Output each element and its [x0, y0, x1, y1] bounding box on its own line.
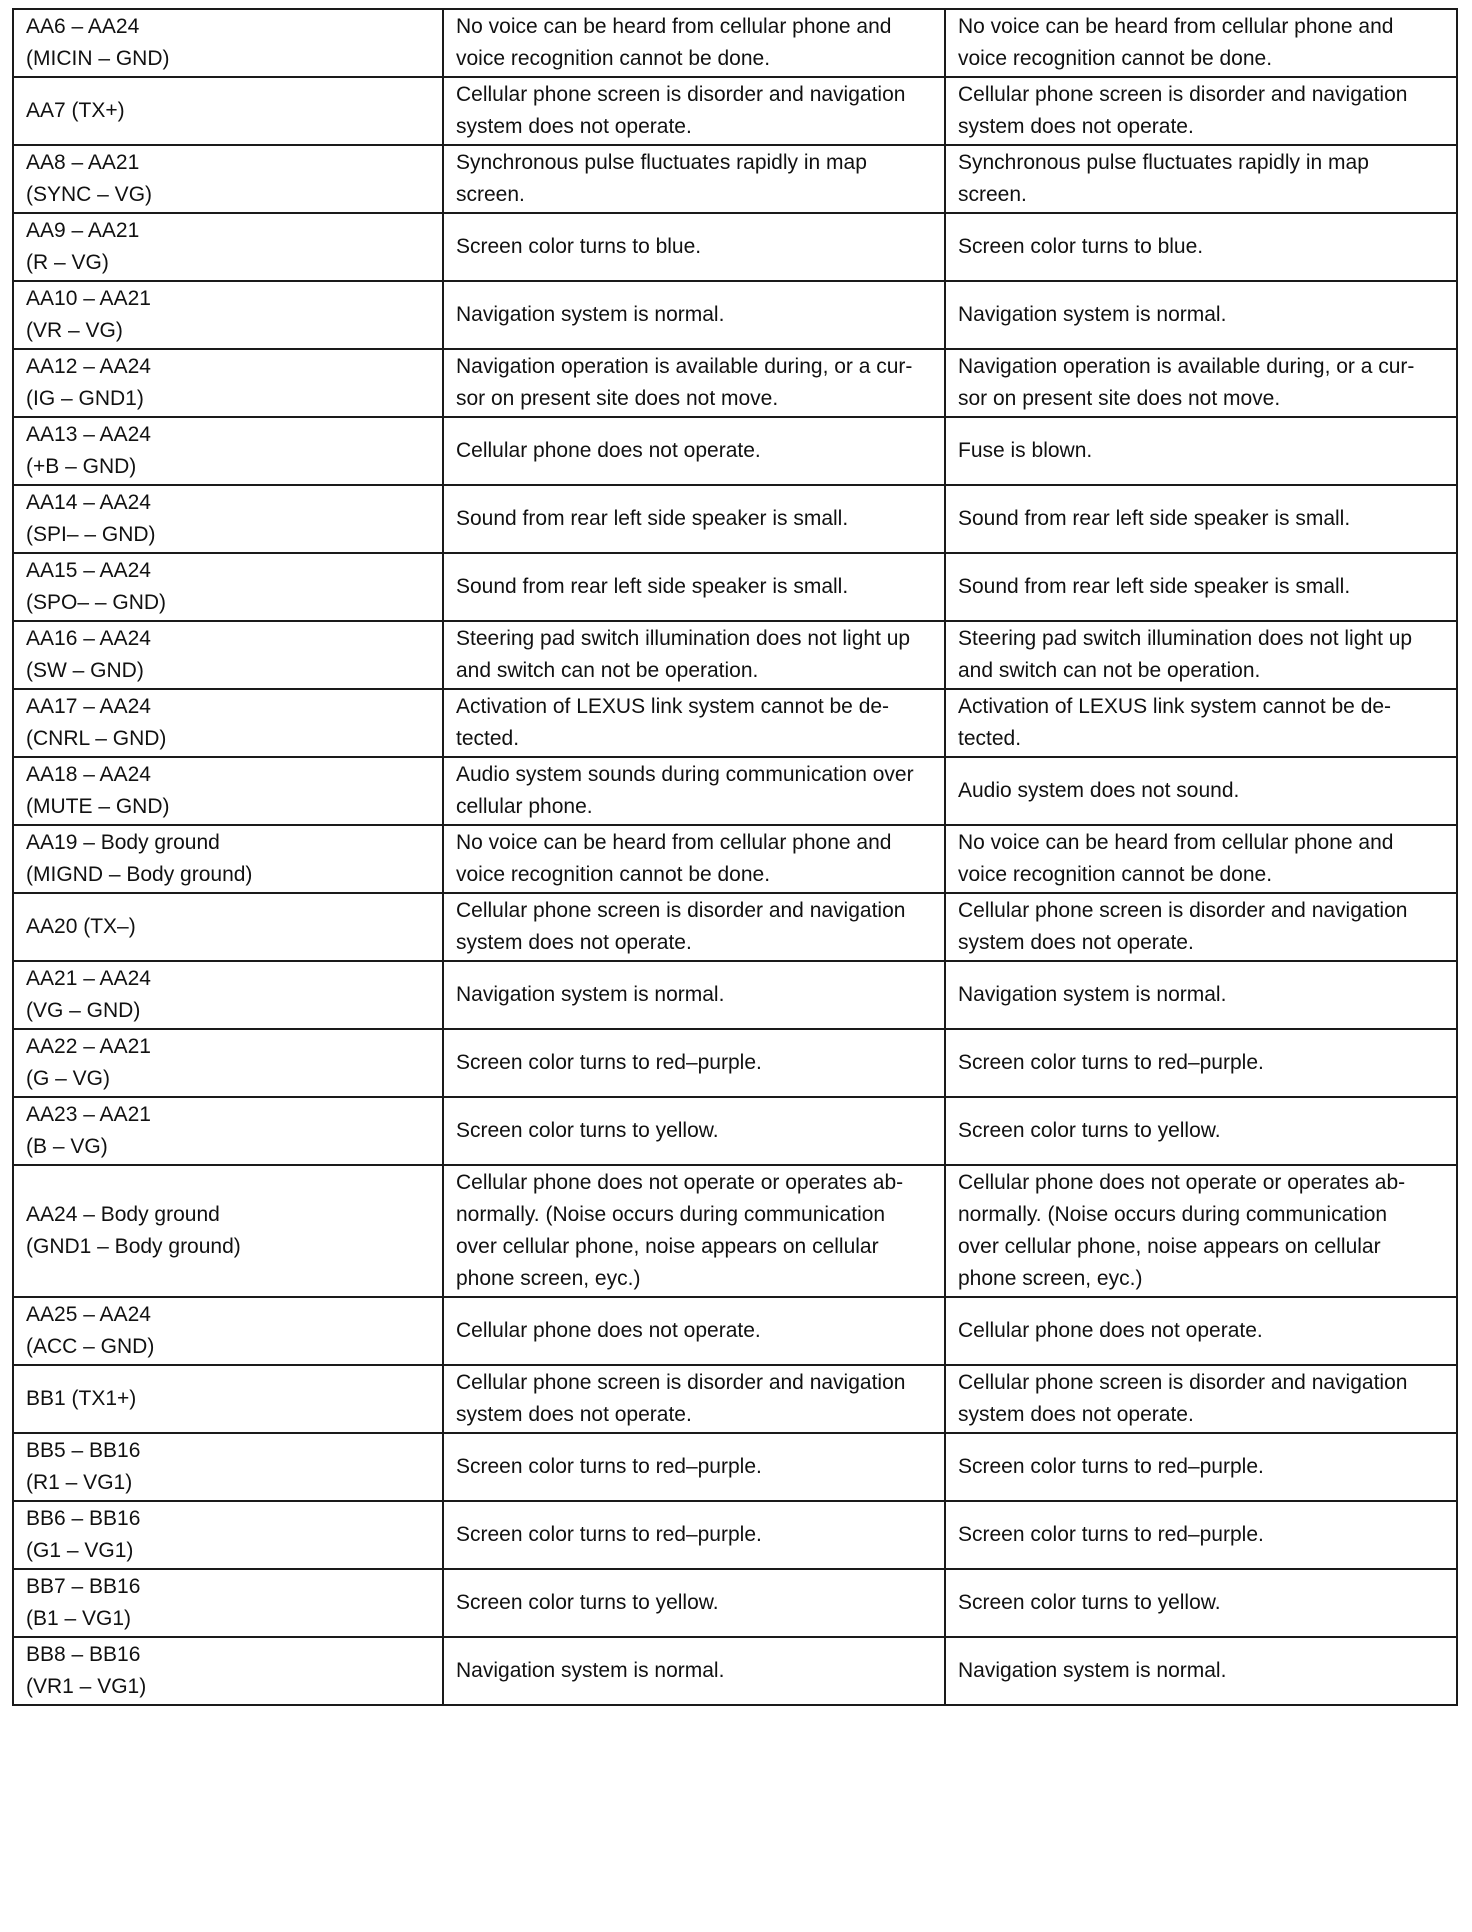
cell-text-line: normally. (Noise occurs during communication: [958, 1203, 1388, 1226]
cell-text-line: Screen color turns to red–purple.: [456, 1455, 762, 1478]
cell-text-line: Cellular phone screen is disorder and navigation: [958, 899, 1408, 922]
cell-text-line: AA8 – AA21: [26, 151, 140, 174]
table-row: [13, 961, 1457, 1029]
cell-text-line: screen.: [958, 183, 1027, 206]
cell-text-line: AA18 – AA24: [26, 763, 151, 786]
cell-text-line: (G1 – VG1): [26, 1539, 134, 1562]
table-row: [13, 1637, 1457, 1705]
cell-text-line: No voice can be heard from cellular phone and: [456, 15, 892, 38]
terminal-cell: [13, 757, 443, 825]
symptom-cell-b: [945, 757, 1457, 825]
cell-text-line: Cellular phone screen is disorder and navigation: [958, 83, 1408, 106]
table-row: [13, 485, 1457, 553]
cell-text-line: (B – VG): [26, 1135, 108, 1158]
cell-text-line: Sound from rear left side speaker is small.: [456, 507, 849, 530]
symptom-cell-a: [443, 1637, 945, 1705]
terminal-cell: [13, 1637, 443, 1705]
symptom-cell-a: [443, 1029, 945, 1097]
symptom-cell-a: [443, 893, 945, 961]
cell-text-line: (SW – GND): [26, 659, 144, 682]
cell-text-line: Screen color turns to red–purple.: [958, 1523, 1264, 1546]
cell-text-line: Cellular phone does not operate or operates ab-: [456, 1171, 904, 1194]
symptom-cell-a: [443, 1365, 945, 1433]
symptom-cell-a: [443, 1297, 945, 1365]
symptom-cell-b: [945, 825, 1457, 893]
cell-text-line: over cellular phone, noise appears on cellular: [958, 1235, 1381, 1258]
terminal-cell: [13, 1165, 443, 1297]
cell-text-line: Navigation operation is available during, or a cur-: [456, 355, 913, 378]
symptom-cell-b: [945, 689, 1457, 757]
table-body: [13, 9, 1457, 1705]
cell-text-line: AA22 – AA21: [26, 1035, 151, 1058]
cell-text-line: AA7 (TX+): [26, 99, 125, 122]
cell-text-line: BB6 – BB16: [26, 1507, 141, 1530]
cell-text-line: (R1 – VG1): [26, 1471, 133, 1494]
cell-text-line: Screen color turns to yellow.: [456, 1591, 719, 1614]
cell-text-line: (SPI– – GND): [26, 523, 156, 546]
symptom-cell-b: [945, 1433, 1457, 1501]
terminal-cell: [13, 825, 443, 893]
symptom-cell-b: [945, 893, 1457, 961]
cell-text-line: Screen color turns to red–purple.: [456, 1051, 762, 1074]
cell-text-line: (+B – GND): [26, 455, 137, 478]
table-row: [13, 213, 1457, 281]
cell-text-line: AA23 – AA21: [26, 1103, 151, 1126]
cell-text-line: system does not operate.: [456, 115, 692, 138]
symptom-cell-a: [443, 9, 945, 77]
terminal-cell: [13, 1365, 443, 1433]
cell-text-line: Screen color turns to yellow.: [958, 1591, 1221, 1614]
cell-text-line: No voice can be heard from cellular phone and: [456, 831, 892, 854]
terminal-cell: [13, 417, 443, 485]
table-row: [13, 281, 1457, 349]
symptom-cell-a: [443, 1165, 945, 1297]
table-row: [13, 1297, 1457, 1365]
cell-text-line: No voice can be heard from cellular phone and: [958, 15, 1394, 38]
table-row: [13, 553, 1457, 621]
cell-text-line: BB8 – BB16: [26, 1643, 141, 1666]
cell-text-line: (VR1 – VG1): [26, 1675, 147, 1698]
terminal-cell: [13, 213, 443, 281]
terminal-cell: [13, 553, 443, 621]
terminal-cell: [13, 689, 443, 757]
cell-text-line: voice recognition cannot be done.: [456, 47, 771, 70]
cell-text-line: Audio system sounds during communication over: [456, 763, 914, 786]
cell-text-line: over cellular phone, noise appears on cellular: [456, 1235, 879, 1258]
symptom-cell-a: [443, 1097, 945, 1165]
terminal-cell: [13, 621, 443, 689]
symptom-cell-a: [443, 145, 945, 213]
table-row: [13, 825, 1457, 893]
cell-text-line: Screen color turns to blue.: [958, 235, 1204, 258]
symptom-cell-b: [945, 213, 1457, 281]
terminal-cell: [13, 893, 443, 961]
table-row: [13, 1501, 1457, 1569]
symptom-cell-b: [945, 77, 1457, 145]
cell-text-line: Navigation operation is available during, or a cur-: [958, 355, 1415, 378]
cell-text-line: Steering pad switch illumination does not light up: [456, 627, 911, 650]
table-row: [13, 1365, 1457, 1433]
cell-text-line: BB7 – BB16: [26, 1575, 141, 1598]
cell-text-line: (MIGND – Body ground): [26, 863, 253, 886]
table-row: [13, 145, 1457, 213]
cell-text-line: (R – VG): [26, 251, 109, 274]
cell-text-line: AA20 (TX–): [26, 915, 136, 938]
terminal-cell: [13, 1297, 443, 1365]
cell-text-line: voice recognition cannot be done.: [958, 863, 1273, 886]
cell-text-line: system does not operate.: [958, 1403, 1194, 1426]
table-row: [13, 1097, 1457, 1165]
table-row: [13, 621, 1457, 689]
symptom-cell-b: [945, 1165, 1457, 1297]
symptom-cell-b: [945, 1029, 1457, 1097]
symptom-cell-a: [443, 621, 945, 689]
symptom-cell-a: [443, 1433, 945, 1501]
cell-text-line: BB1 (TX1+): [26, 1387, 137, 1410]
cell-text-line: AA10 – AA21: [26, 287, 151, 310]
table-row: [13, 1569, 1457, 1637]
terminal-symptom-table: [12, 8, 1458, 1706]
cell-text-line: Cellular phone screen is disorder and navigation: [958, 1371, 1408, 1394]
cell-text-line: (ACC – GND): [26, 1335, 155, 1358]
table-row: [13, 77, 1457, 145]
cell-text-line: AA13 – AA24: [26, 423, 151, 446]
symptom-cell-b: [945, 145, 1457, 213]
cell-text-line: Navigation system is normal.: [456, 303, 725, 326]
cell-text-line: AA16 – AA24: [26, 627, 151, 650]
cell-text-line: sor on present site does not move.: [958, 387, 1281, 410]
symptom-cell-b: [945, 9, 1457, 77]
symptom-cell-a: [443, 1569, 945, 1637]
terminal-cell: [13, 485, 443, 553]
table-row: [13, 417, 1457, 485]
terminal-cell: [13, 961, 443, 1029]
symptom-cell-b: [945, 1297, 1457, 1365]
cell-text-line: and switch can not be operation.: [456, 659, 759, 682]
table-row: [13, 1165, 1457, 1297]
symptom-cell-b: [945, 961, 1457, 1029]
cell-text-line: Synchronous pulse fluctuates rapidly in map: [958, 151, 1369, 174]
symptom-cell-a: [443, 281, 945, 349]
cell-text-line: Activation of LEXUS link system cannot be de-: [958, 695, 1392, 718]
cell-text-line: AA21 – AA24: [26, 967, 151, 990]
cell-text-line: Steering pad switch illumination does not light up: [958, 627, 1413, 650]
cell-text-line: (GND1 – Body ground): [26, 1235, 241, 1258]
cell-text-line: system does not operate.: [456, 1403, 692, 1426]
symptom-cell-a: [443, 213, 945, 281]
cell-text-line: system does not operate.: [958, 115, 1194, 138]
cell-text-line: Audio system does not sound.: [958, 779, 1240, 802]
cell-text-line: AA17 – AA24: [26, 695, 151, 718]
cell-text-line: (VR – VG): [26, 319, 123, 342]
cell-text-line: (SPO– – GND): [26, 591, 167, 614]
terminal-cell: [13, 1433, 443, 1501]
cell-text-line: Sound from rear left side speaker is small.: [958, 507, 1351, 530]
terminal-cell: [13, 1501, 443, 1569]
terminal-cell: [13, 349, 443, 417]
cell-text-line: AA14 – AA24: [26, 491, 151, 514]
symptom-cell-b: [945, 1365, 1457, 1433]
cell-text-line: Sound from rear left side speaker is small.: [456, 575, 849, 598]
table-row: [13, 757, 1457, 825]
symptom-cell-a: [443, 961, 945, 1029]
terminal-cell: [13, 281, 443, 349]
table-row: [13, 893, 1457, 961]
cell-text-line: AA19 – Body ground: [26, 831, 220, 854]
symptom-cell-a: [443, 1501, 945, 1569]
terminal-cell: [13, 9, 443, 77]
cell-text-line: tected.: [456, 727, 520, 750]
cell-text-line: tected.: [958, 727, 1022, 750]
terminal-cell: [13, 1097, 443, 1165]
cell-text-line: Cellular phone does not operate or operates ab-: [958, 1171, 1406, 1194]
cell-text-line: Cellular phone screen is disorder and navigation: [456, 899, 906, 922]
symptom-cell-b: [945, 281, 1457, 349]
cell-text-line: Cellular phone screen is disorder and navigation: [456, 83, 906, 106]
symptom-cell-a: [443, 77, 945, 145]
cell-text-line: (VG – GND): [26, 999, 141, 1022]
symptom-cell-a: [443, 417, 945, 485]
cell-text-line: AA15 – AA24: [26, 559, 151, 582]
table-row: [13, 1029, 1457, 1097]
cell-text-line: AA6 – AA24: [26, 15, 140, 38]
table-row: [13, 689, 1457, 757]
cell-text-line: phone screen, eyc.): [958, 1267, 1143, 1290]
symptom-cell-a: [443, 485, 945, 553]
cell-text-line: Navigation system is normal.: [958, 983, 1227, 1006]
cell-text-line: (CNRL – GND): [26, 727, 167, 750]
symptom-cell-b: [945, 1097, 1457, 1165]
cell-text-line: (G – VG): [26, 1067, 111, 1090]
table-row: [13, 1433, 1457, 1501]
symptom-cell-b: [945, 1501, 1457, 1569]
cell-text-line: Fuse is blown.: [958, 439, 1093, 462]
symptom-cell-a: [443, 757, 945, 825]
terminal-cell: [13, 77, 443, 145]
cell-text-line: Screen color turns to blue.: [456, 235, 702, 258]
symptom-cell-b: [945, 485, 1457, 553]
cell-text-line: (IG – GND1): [26, 387, 144, 410]
cell-text-line: cellular phone.: [456, 795, 593, 818]
cell-text-line: (B1 – VG1): [26, 1607, 132, 1630]
cell-text-line: phone screen, eyc.): [456, 1267, 641, 1290]
symptom-cell-b: [945, 1637, 1457, 1705]
cell-text-line: Navigation system is normal.: [958, 303, 1227, 326]
cell-text-line: and switch can not be operation.: [958, 659, 1261, 682]
cell-text-line: BB5 – BB16: [26, 1439, 141, 1462]
cell-text-line: system does not operate.: [958, 931, 1194, 954]
cell-text-line: system does not operate.: [456, 931, 692, 954]
symptom-cell-a: [443, 553, 945, 621]
symptom-cell-a: [443, 689, 945, 757]
cell-text-line: Navigation system is normal.: [456, 983, 725, 1006]
cell-text-line: Screen color turns to yellow.: [958, 1119, 1221, 1142]
cell-text-line: AA12 – AA24: [26, 355, 151, 378]
cell-text-line: Navigation system is normal.: [456, 1659, 725, 1682]
cell-text-line: voice recognition cannot be done.: [958, 47, 1273, 70]
terminal-cell: [13, 1029, 443, 1097]
cell-text-line: sor on present site does not move.: [456, 387, 779, 410]
cell-text-line: normally. (Noise occurs during communication: [456, 1203, 886, 1226]
cell-text-line: Synchronous pulse fluctuates rapidly in map: [456, 151, 867, 174]
cell-text-line: Cellular phone screen is disorder and navigation: [456, 1371, 906, 1394]
symptom-cell-b: [945, 1569, 1457, 1637]
cell-text-line: voice recognition cannot be done.: [456, 863, 771, 886]
cell-text-line: Cellular phone does not operate.: [456, 1319, 761, 1342]
cell-text-line: AA25 – AA24: [26, 1303, 151, 1326]
cell-text-line: Cellular phone does not operate.: [456, 439, 761, 462]
cell-text-line: screen.: [456, 183, 525, 206]
terminal-cell: [13, 1569, 443, 1637]
symptom-cell-b: [945, 621, 1457, 689]
symptom-cell-a: [443, 825, 945, 893]
cell-text-line: Cellular phone does not operate.: [958, 1319, 1263, 1342]
cell-text-line: Screen color turns to yellow.: [456, 1119, 719, 1142]
cell-text-line: Activation of LEXUS link system cannot be de-: [456, 695, 890, 718]
symptom-cell-b: [945, 417, 1457, 485]
cell-text-line: Navigation system is normal.: [958, 1659, 1227, 1682]
table-row: [13, 349, 1457, 417]
cell-text-line: Screen color turns to red–purple.: [958, 1051, 1264, 1074]
cell-text-line: No voice can be heard from cellular phone and: [958, 831, 1394, 854]
cell-text-line: Screen color turns to red–purple.: [958, 1455, 1264, 1478]
cell-text-line: AA9 – AA21: [26, 219, 140, 242]
cell-text-line: (MUTE – GND): [26, 795, 170, 818]
cell-text-line: (SYNC – VG): [26, 183, 153, 206]
cell-text-line: Screen color turns to red–purple.: [456, 1523, 762, 1546]
symptom-cell-b: [945, 553, 1457, 621]
cell-text-line: (MICIN – GND): [26, 47, 170, 70]
symptom-cell-a: [443, 349, 945, 417]
cell-text-line: AA24 – Body ground: [26, 1203, 220, 1226]
terminal-cell: [13, 145, 443, 213]
table-row: [13, 9, 1457, 77]
symptom-cell-b: [945, 349, 1457, 417]
cell-text-line: Sound from rear left side speaker is small.: [958, 575, 1351, 598]
